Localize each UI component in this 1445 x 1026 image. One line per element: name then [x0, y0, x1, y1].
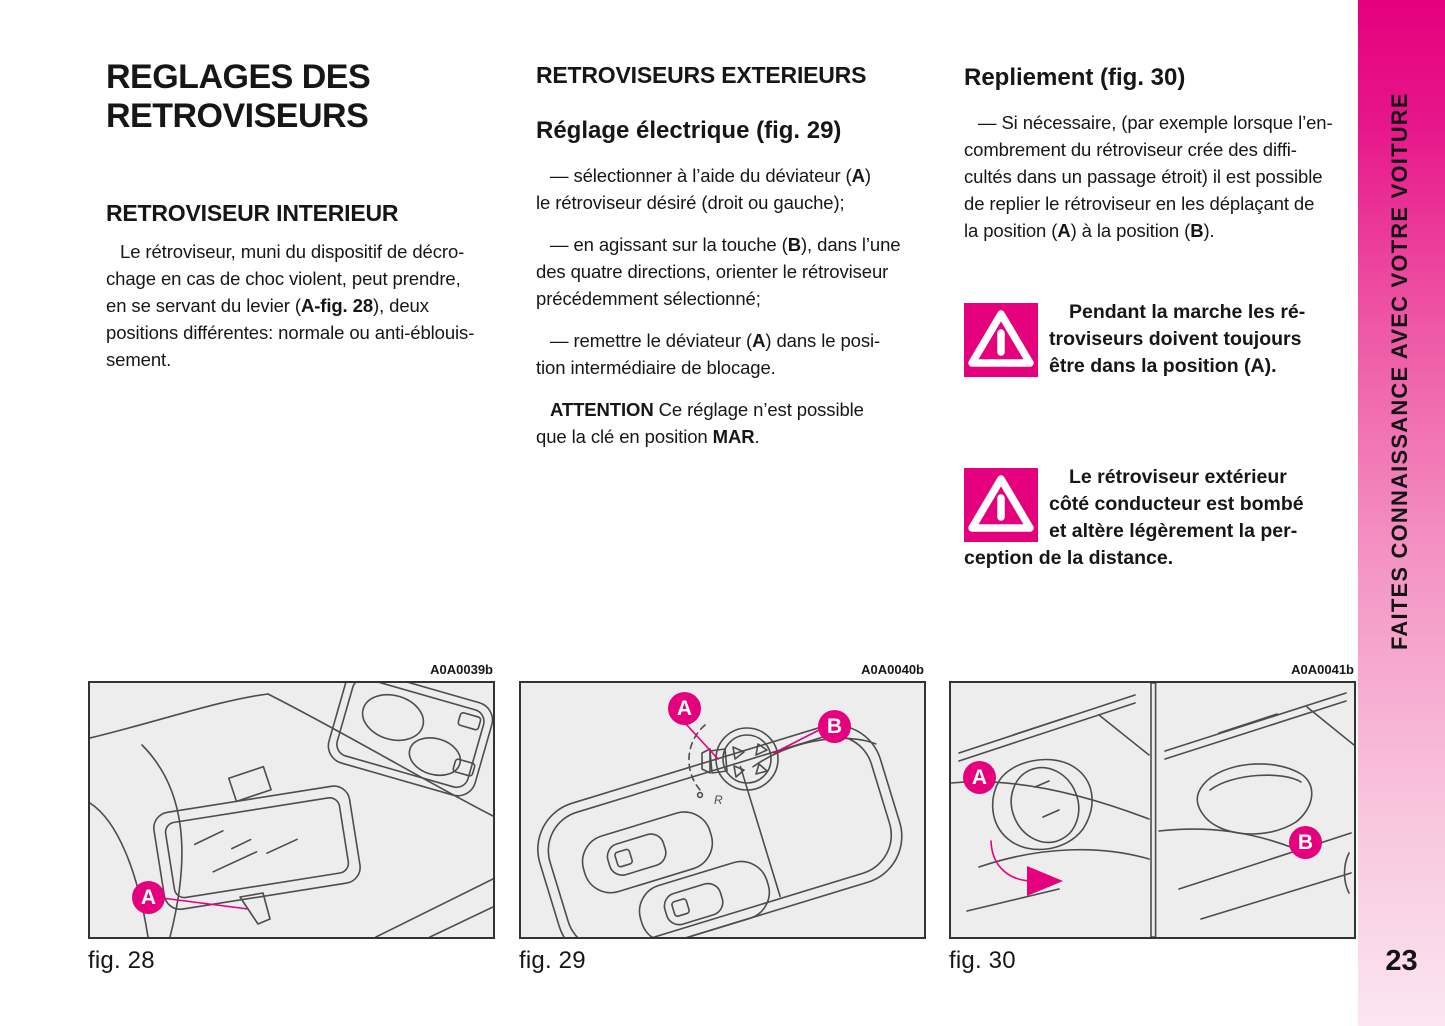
page-title: REGLAGES DES RETROVISEURS — [106, 58, 371, 135]
callout-b-badge: B — [1289, 826, 1322, 859]
figure-28-interior-mirror — [88, 662, 495, 975]
figure-code: A0A0041b — [1291, 662, 1354, 677]
figure-frame — [949, 681, 1356, 939]
door-switch-panel-drawing — [521, 683, 924, 937]
figure-code: A0A0040b — [861, 662, 924, 677]
figure-caption: fig. 30 — [949, 947, 1016, 974]
subsection-heading-folding: Repliement (fig. 30) — [964, 64, 1186, 91]
column-folding — [964, 64, 1360, 572]
paragraph-interior-mirror: Le rétroviseur, muni du dispositif de décro- chage en cas de choc violent, peut prendre, en se servant du levier (A-fig. 28), deux positions différentes: normale ou anti-éblouis- sement. — [106, 241, 475, 370]
column-exterior-mirrors — [536, 62, 950, 450]
subsection-heading-electric-adjustment: Réglage électrique (fig. 29) — [536, 117, 842, 144]
figure-frame — [519, 681, 926, 939]
section-heading-exterior-mirrors: RETROVISEURS EXTERIEURS — [536, 62, 867, 88]
column-interior-mirror — [106, 58, 508, 373]
figure-caption: fig. 29 — [519, 947, 586, 974]
figure-29-mirror-switch — [519, 662, 926, 975]
warning-box-position-a — [964, 299, 1360, 380]
warning-text: Pendant la marche les ré- troviseurs doivent toujours être dans la position (A). — [1049, 301, 1306, 377]
figure-30-folding-mirror — [949, 662, 1356, 975]
paragraph-return-lever: — remettre le déviateur (A) dans le posi- tion intermédiaire de blocage. — [536, 330, 881, 378]
paragraph-attention-note: ATTENTION Ce réglage n’est possible que la clé en position MAR. — [536, 399, 864, 447]
folding-mirror-drawing — [951, 683, 1354, 937]
warning-text: Le rétroviseur extérieur côté conducteur est bombé et altère légèrement la per- ception de la distance. — [964, 466, 1304, 569]
section-heading-interior-mirror: RETROVISEUR INTERIEUR — [106, 200, 399, 226]
figure-code: A0A0039b — [430, 662, 493, 677]
paragraph-folding: — Si nécessaire, (par exemple lorsque l’en- combrement du rétroviseur crée des diffi- cultés dans un passage étroit) il est possible de replier le rétroviseur en les déplaçant de la position (A) à la position (B). — [964, 112, 1333, 241]
warning-box-convex-mirror — [964, 464, 1360, 572]
warning-triangle-icon — [964, 468, 1038, 542]
page-number: 23 — [1385, 945, 1418, 977]
callout-a-badge: A — [668, 692, 701, 725]
callout-a-badge: A — [132, 881, 165, 914]
chapter-title-vertical: FAITES CONNAISSANCE AVEC VOTRE VOITURE — [1387, 92, 1412, 650]
paragraph-four-directions: — en agissant sur la touche (B), dans l’une des quatre directions, orienter le rétroviseur précédemment sélectionné; — [536, 234, 901, 309]
figure-frame — [88, 681, 495, 939]
warning-triangle-icon — [964, 303, 1038, 377]
rotation-mark: R — [714, 793, 723, 807]
callout-a-badge: A — [963, 761, 996, 794]
chapter-sidebar — [1358, 0, 1445, 1026]
figure-caption: fig. 28 — [88, 947, 155, 974]
callout-b-badge: B — [818, 710, 851, 743]
paragraph-select-mirror: — sélectionner à l’aide du déviateur (A) le rétroviseur désiré (droit ou gauche); — [536, 165, 871, 213]
